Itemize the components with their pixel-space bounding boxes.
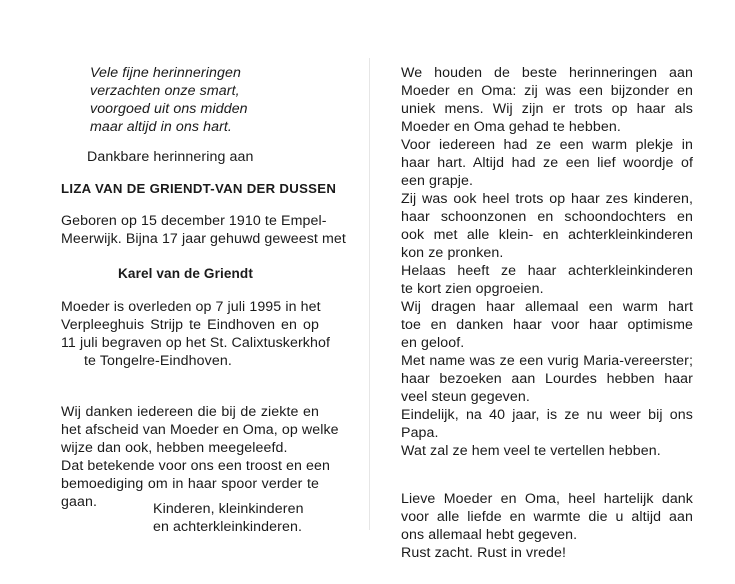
text-line: 11 juli begraven op het St. Calixtuskerkhof bbox=[61, 335, 331, 351]
text-line: voor alle liefde en warmte die u altijd aan bbox=[401, 509, 693, 525]
text-line: Moeder en Oma: zij was een bijzonder en bbox=[401, 83, 693, 99]
text-line: Rust zacht. Rust in vrede! bbox=[401, 545, 567, 561]
text-line: haar bezoeken aan Lourdes hebben haar bbox=[401, 371, 693, 387]
text-line: Wij dragen haar allemaal een warm hart bbox=[401, 299, 693, 315]
text-line: Zij was ook heel trots op haar zes kinderen, bbox=[401, 191, 693, 207]
poem-line: Vele fijne herinneringen bbox=[90, 65, 241, 81]
signature-line: en achterkleinkinderen. bbox=[153, 519, 302, 535]
text-line: een grapje. bbox=[401, 173, 474, 189]
poem-line: maar altijd in ons hart. bbox=[90, 119, 232, 135]
text-line: bemoediging om in haar spoor verder te bbox=[61, 476, 319, 492]
text-line: ons allemaal hebt gegeven. bbox=[401, 527, 578, 543]
text-line: Papa. bbox=[401, 425, 439, 441]
text-line: Wij danken iedereen die bij de ziekte en bbox=[61, 404, 319, 420]
intro-text: Dankbare herinnering aan bbox=[87, 149, 254, 165]
text-line: haar hart. Altijd had ze een lief woordje of bbox=[401, 155, 693, 171]
text-line: Eindelijk, na 40 jaar, is ze nu weer bij ons bbox=[401, 407, 693, 423]
text-line: haar schoonzonen en schoondochters en bbox=[401, 209, 693, 225]
text-line: gaan. bbox=[61, 494, 98, 510]
deceased-name: LIZA VAN DE GRIENDT-VAN DER DUSSEN bbox=[61, 181, 337, 196]
poem-line: voorgoed uit ons midden bbox=[90, 101, 248, 117]
text-line: te Tongelre-Eindhoven. bbox=[84, 353, 232, 369]
text-line: wijze dan ook, hebben meegeleefd. bbox=[61, 440, 288, 456]
text-line: uniek mens. Wij zijn er trots op haar als bbox=[401, 101, 693, 117]
signature-line: Kinderen, kleinkinderen bbox=[153, 501, 304, 517]
text-line: Verpleeghuis Strijp te Eindhoven en op bbox=[61, 317, 319, 333]
text-line: Met name was ze een vurig Maria-vereerster; bbox=[401, 353, 693, 369]
page-fold bbox=[369, 58, 370, 530]
text-line: Moeder en Oma gehad te hebben. bbox=[401, 119, 621, 135]
text-line: Voor iedereen had ze een warm plekje in bbox=[401, 137, 693, 153]
text-line: Lieve Moeder en Oma, heel hartelijk dank bbox=[401, 491, 693, 507]
text-line: en geloof. bbox=[401, 335, 465, 351]
text-line: veel steun gegeven. bbox=[401, 389, 530, 405]
text-line: ook met alle klein- en achterkleinkinderen bbox=[401, 227, 693, 243]
text-line: toe en danken haar voor haar optimisme bbox=[401, 317, 693, 333]
text-line: Helaas heeft ze haar achterkleinkinderen bbox=[401, 263, 693, 279]
text-line: Geboren op 15 december 1910 te Empel- bbox=[61, 213, 327, 229]
text-line: Moeder is overleden op 7 juli 1995 in het bbox=[61, 299, 321, 315]
text-line: het afscheid van Moeder en Oma, op welke bbox=[61, 422, 339, 438]
text-line: Dat betekende voor ons een troost en een bbox=[61, 458, 331, 474]
text-line: Wat zal ze hem veel te vertellen hebben. bbox=[401, 443, 661, 459]
text-line: kon ze pronken. bbox=[401, 245, 504, 261]
text-line: We houden de beste herinneringen aan bbox=[401, 65, 693, 81]
text-line: te kort zien opgroeien. bbox=[401, 281, 544, 297]
poem-line: verzachten onze smart, bbox=[90, 83, 240, 99]
text-line: Meerwijk. Bijna 17 jaar gehuwd geweest met bbox=[61, 231, 346, 247]
spouse-name: Karel van de Griendt bbox=[118, 266, 253, 281]
